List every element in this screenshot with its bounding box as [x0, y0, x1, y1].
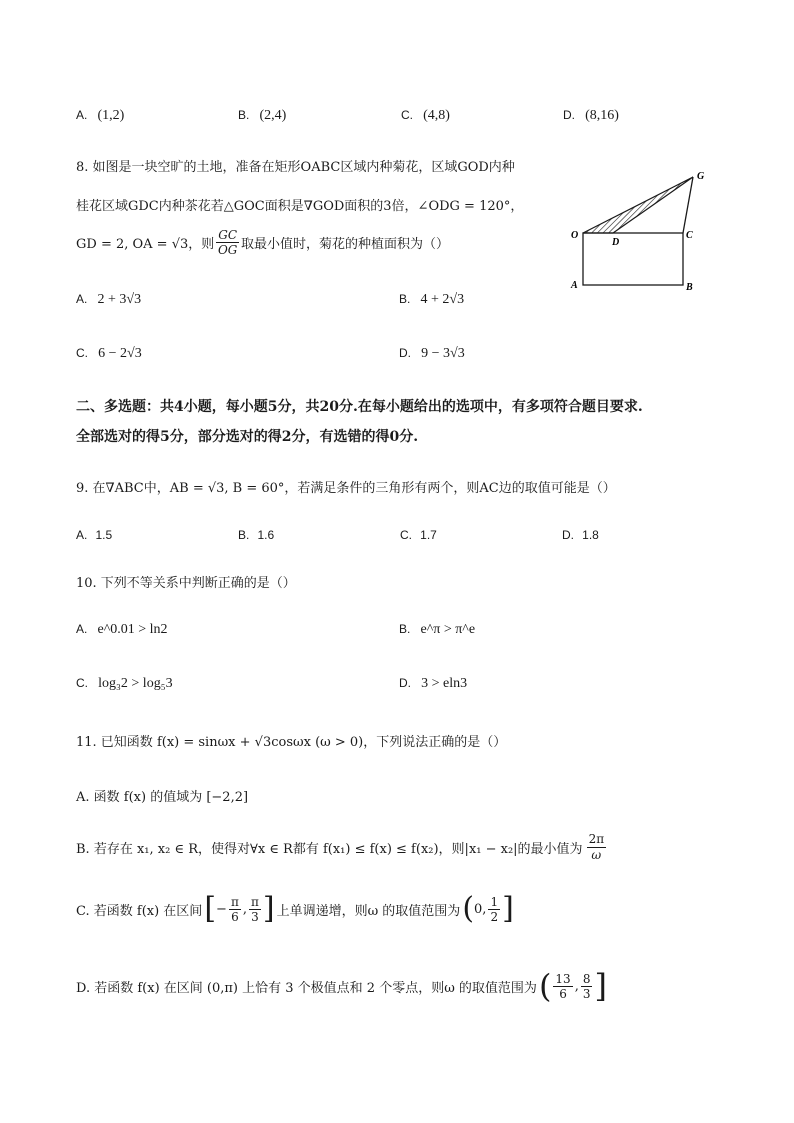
q7-option-c — [401, 108, 450, 124]
q8-option-d — [399, 346, 465, 362]
q11-option-d-text: D. 若函数 f(x) 在区间 (0,π) 上恰有 3 个极值点和 2 个零点，则ω 的取值范围为 — [76, 980, 537, 996]
label-g: G — [697, 171, 705, 182]
q9-option-a-letter: A. — [76, 528, 88, 542]
q11-option-b-text: B. 若存在 x₁, x₂ ∈ R，使得对∀x ∈ R都有 f(x₁) ≤ f(x) ≤ f(x₂)，则|x₁ − x₂|的最小值为 — [76, 842, 583, 857]
q8-figure — [566, 162, 716, 294]
left-paren: ( — [462, 891, 475, 926]
q9-option-d-text: 1.8 — [582, 528, 599, 542]
q10-option-b-text: e^π > π^e — [420, 622, 476, 637]
right-bracket: ] — [594, 967, 607, 1005]
interval-frac-2-den: 3 — [251, 909, 259, 924]
q11-option-c — [76, 891, 514, 926]
range-frac-num: 1 — [490, 894, 499, 909]
q10-option-b-letter: B. — [399, 622, 411, 636]
q9-option-b — [238, 528, 274, 543]
q11-option-c-text-a: C. 若函数 f(x) 在区间 — [76, 903, 203, 919]
left-bracket: [ — [204, 891, 217, 926]
section-2-heading-line-1: 二、多选题：共4小题，每小题5分，共20分.在每小题给出的选项中，有多项符合题目要求. — [76, 399, 643, 415]
q8-option-d-letter: D. — [399, 346, 411, 360]
range-frac-den: 2 — [490, 909, 499, 924]
interval-frac-1 — [229, 895, 241, 924]
q7-options-row — [76, 106, 726, 128]
q8-option-b-text: 4 + 2√3 — [420, 292, 465, 307]
q11-option-a: A. 函数 f(x) 的值域为 [−2,2] — [76, 790, 249, 805]
q10-option-a — [76, 622, 168, 638]
q9-option-b-text: 1.6 — [257, 528, 275, 542]
left-paren: ( — [538, 967, 552, 1005]
q9-option-a — [76, 528, 112, 543]
right-bracket: ] — [502, 891, 514, 926]
q10-option-b — [399, 622, 475, 638]
q10-option-a-text: e^0.01 > ln2 — [97, 622, 168, 637]
comma: , — [242, 901, 247, 917]
q8-option-d-text: 9 − 3√3 — [421, 346, 465, 361]
label-c: C — [686, 230, 693, 241]
q8-line-2: 桂花区域GDC内种茶花若△GOC面积是∇GOD面积的3倍，∠ODG = 120°， — [76, 199, 524, 214]
q9-option-a-text: 1.5 — [95, 528, 113, 542]
q7-option-c-letter: C. — [401, 108, 413, 122]
q11-option-d-range — [538, 967, 607, 1005]
q8-option-c-text: 6 − 2√3 — [98, 346, 142, 361]
q9-option-d — [562, 528, 599, 543]
comma: , — [574, 978, 579, 994]
q7-option-a-letter: A. — [76, 108, 88, 122]
q10-stem: 10. 下列不等关系中判断正确的是（） — [76, 576, 296, 591]
range-frac-2-num: 8 — [582, 971, 591, 986]
q11-option-b — [76, 832, 606, 863]
range-frac-2 — [581, 972, 593, 1001]
q10-option-d-text: 3 > eln3 — [421, 676, 468, 691]
label-b: B — [686, 282, 693, 293]
q11-option-c-interval — [204, 891, 275, 926]
q8-fraction — [216, 228, 239, 257]
q7-option-c-text: (4,8) — [423, 108, 450, 123]
q9-stem: 9. 在∇ABC中，AB = √3, B = 60°，若满足条件的三角形有两个，则AC边的取值可能是（） — [76, 481, 616, 496]
q10-option-a-letter: A. — [76, 622, 88, 636]
label-o: O — [571, 230, 579, 241]
q9-option-c-text: 1.7 — [420, 528, 437, 542]
q8-option-a — [76, 292, 141, 308]
segment-gc — [683, 177, 693, 233]
q10-option-c — [76, 676, 173, 692]
q7-option-d — [563, 108, 619, 124]
interval-frac-2-num: π — [250, 894, 259, 909]
q9-option-c — [400, 528, 437, 543]
q11-option-c-range — [462, 891, 514, 926]
range-frac-1 — [553, 972, 572, 1001]
q11-option-b-fraction — [587, 832, 607, 863]
interval-frac-1-num: π — [230, 894, 239, 909]
q10-option-c-letter: C. — [76, 676, 88, 690]
q8-line-3-b: 取最小值时，菊花的种植面积为（） — [241, 237, 450, 252]
q7-option-d-text: (8,16) — [585, 108, 619, 123]
q8-option-a-letter: A. — [76, 292, 88, 306]
q8-line-1: 8. 如图是一块空旷的土地，准备在矩形OABC区域内种菊花，区域GOD内种 — [76, 160, 515, 175]
q9-option-b-letter: B. — [238, 528, 250, 542]
range-zero: 0, — [474, 901, 487, 917]
q8-option-a-text: 2 + 3√3 — [97, 292, 142, 307]
q8-line-3-a: GD = 2, OA = √3，则 — [76, 237, 215, 252]
q9-option-c-letter: C. — [400, 528, 412, 542]
q7-option-a — [76, 108, 124, 124]
q7-option-b-letter: B. — [238, 108, 250, 122]
q8-fraction-num: GC — [218, 228, 238, 242]
interval-frac-2 — [249, 895, 261, 924]
q9-option-d-letter: D. — [562, 528, 574, 542]
q7-option-a-text: (1,2) — [97, 108, 125, 123]
q8-option-c — [76, 346, 142, 362]
rectangle-oabc — [583, 233, 683, 285]
q11-option-c-text-b: 上单调递增，则ω 的取值范围为 — [276, 903, 461, 919]
range-frac-1-num: 13 — [555, 971, 571, 986]
q8-option-c-letter: C. — [76, 346, 88, 360]
q7-option-b-text: (2,4) — [259, 108, 287, 123]
range-frac-1-den: 6 — [559, 986, 567, 1001]
q11-option-d — [76, 967, 607, 1005]
q10-option-d-letter: D. — [399, 676, 411, 690]
label-a: A — [571, 280, 578, 291]
q11-option-b-fraction-num: 2π — [588, 832, 605, 846]
section-2-heading-line-2: 全部选对的得5分，部分选对的得2分，有选错的得0分. — [76, 429, 419, 445]
interval-frac-1-den: 6 — [231, 909, 239, 924]
q10-option-c-text: log₃2 > log₅3 — [98, 676, 173, 691]
q8-line-3 — [76, 228, 449, 257]
range-frac — [488, 895, 500, 924]
triangle-god — [583, 177, 693, 233]
q10-option-d — [399, 676, 467, 692]
q11-stem: 11. 已知函数 f(x) = sinωx + √3cosωx (ω > 0)，下列说法正确的是（） — [76, 735, 507, 750]
q11-option-b-fraction-den: ω — [591, 848, 602, 862]
minus-sign: − — [216, 901, 227, 917]
label-d: D — [612, 237, 620, 248]
q7-option-b — [238, 108, 286, 124]
q8-option-b — [399, 292, 464, 308]
q8-fraction-den: OG — [217, 243, 238, 257]
range-frac-2-den: 3 — [582, 986, 591, 1001]
q7-option-d-letter: D. — [563, 108, 575, 122]
q8-option-b-letter: B. — [399, 292, 411, 306]
right-bracket: ] — [262, 891, 275, 926]
